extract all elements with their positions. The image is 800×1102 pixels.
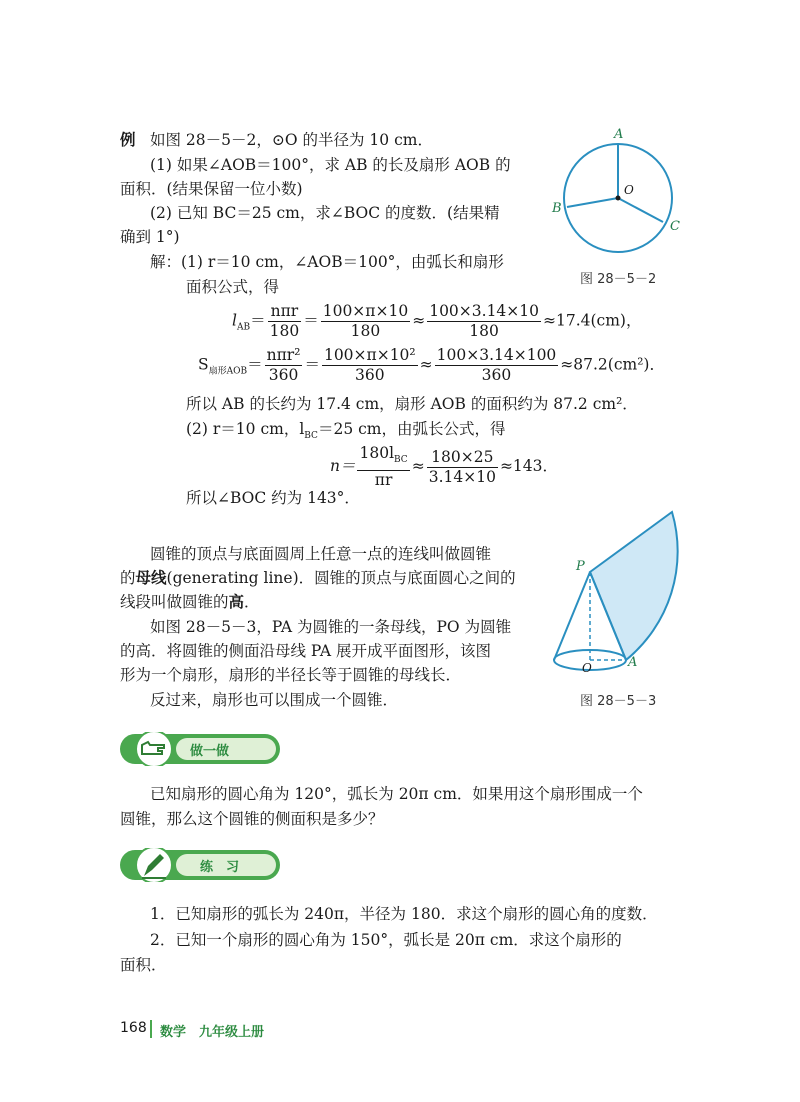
solution-line-2: 面积公式，得 [186, 278, 280, 296]
eq2-c-den: 360 [481, 366, 512, 384]
sol4-a: (2) r＝10 cm，l [186, 420, 305, 438]
cone-para-1b [120, 566, 516, 590]
eq3-a-sub: BC [394, 455, 408, 466]
radius-ob [567, 198, 618, 207]
footer-subject: 数学 九年级上册 [160, 1025, 265, 1040]
label-c: C [670, 219, 680, 234]
eq3-lhs: n＝ [330, 457, 356, 476]
label-o: O [624, 183, 634, 197]
solution-line-1: 解：(1) r＝10 cm，∠AOB＝100°，由弧长和扇形 [150, 253, 504, 271]
eq1-c-den: 180 [469, 322, 499, 340]
equation-arc-length: $l_{AB}=$ $\frac{\text{nπr}}{180}$ ＝ $\frac{100\times\pi\times 10}{180}$ ≈ $\frac{100\times 3.14\times 10}{180}$ ≈17.4(cm)， [232, 302, 642, 340]
p1b-post: (generating line)．圆锥的顶点与底面圆心之间的 [166, 569, 516, 587]
example-line-1: 如图 28－5－2，⊙O 的半径为 10 cm． [150, 131, 433, 149]
label-a: A [614, 127, 624, 142]
label-o2: O [582, 661, 592, 675]
cone-para-2c: 形为一个扇形，扇形的半径长等于圆锥的母线长． [120, 666, 462, 684]
cone-para-2a: 如图 28－5－3，PA 为圆锥的一条母线，PO 为圆锥 [150, 618, 512, 636]
figure-circle [546, 122, 696, 282]
label-b: B [552, 201, 562, 216]
figure-cone [548, 502, 708, 682]
solution-line-3: 所以 AB 的长约为 17.4 cm，扇形 AOB 的面积约为 87.2 cm²． [186, 395, 638, 413]
eq1-b-num: 100×π×10 [322, 302, 409, 320]
center-point [616, 196, 621, 201]
p1c-post: ． [244, 593, 260, 611]
eq2-a-den: 360 [268, 366, 299, 384]
eq2-b-num: 100×π×10² [323, 346, 416, 364]
eq2-sub: 扇形AOB [208, 366, 248, 377]
eq2-b-den: 360 [355, 366, 385, 384]
eq2-s: S [198, 355, 209, 374]
eq1-l: l [232, 311, 237, 330]
example-label: 例 [120, 130, 136, 149]
practice-label: 练 习 [200, 860, 240, 875]
page-number: 168 [120, 1020, 147, 1036]
practice-q1: 1．已知扇形的弧长为 240π，半径为 180．求这个扇形的圆心角的度数． [150, 905, 658, 923]
cone-para-1c [120, 590, 260, 614]
eq1-sub: AB [236, 322, 251, 333]
eq3-a-den: πr [374, 471, 393, 490]
example-line-3: 面积．(结果保留一位小数) [120, 180, 303, 198]
eq1-a-num: nπr [268, 302, 302, 322]
activity-line-2: 圆锥，那么这个圆锥的侧面积是多少？ [120, 810, 384, 828]
cone-para-3: 反过来，扇形也可以围成一个圆锥． [150, 691, 399, 709]
eq2-a-num: nπr² [266, 346, 301, 364]
example-line-2: (1) 如果∠AOB＝100°，求 AB 的长及扇形 AOB 的 [150, 156, 511, 174]
eq3-result: ≈143． [499, 457, 559, 476]
p1c-pre: 线段叫做圆锥的 [120, 593, 229, 611]
figure2-caption: 图 28－5－3 [580, 694, 657, 709]
eq3-b-den: 3.14×10 [428, 467, 496, 486]
sol4-b: ＝25 cm，由弧长公式，得 [317, 420, 506, 438]
term-generatrix: 母线 [135, 568, 167, 587]
eq2-result: ≈87.2(cm²)． [560, 355, 665, 374]
practice-q2b: 面积． [120, 956, 167, 974]
equation-sector-area: $S_{扇形AOB}=$ $\frac{\text{nπr²}}{360}$ ＝ $\frac{\text{100×π×10²}}{360}$ ≈ $\frac{100\times 3.14\times 100}{360}$ ≈87.2(cm²)． [198, 346, 665, 384]
eq1-a-den: 180 [269, 322, 300, 340]
eq3-a-num: 180l [359, 444, 395, 462]
eq1-b-den: 180 [350, 322, 381, 340]
eq1-result: ≈17.4(cm)， [543, 311, 642, 330]
label-a2: A [628, 655, 638, 670]
cone-para-2b: 的高．将圆锥的侧面沿母线 PA 展开成平面图形，该图 [120, 642, 492, 660]
activity-line-1: 已知扇形的圆心角为 120°，弧长为 20π cm．如果用这个扇形围成一个 [150, 785, 643, 803]
label-p: P [576, 559, 585, 574]
example-line-5: 确到 1°) [120, 228, 180, 246]
sol4-sub: BC [304, 431, 318, 442]
activity-label: 做一做 [190, 744, 230, 759]
practice-q2a: 2．已知一个扇形的圆心角为 150°，弧长是 20π cm．求这个扇形的 [150, 931, 622, 949]
eq1-c-num: 100×3.14×10 [429, 302, 539, 320]
eq3-b-num: 180×25 [427, 448, 498, 468]
equation-angle: n＝ $\frac{180l_{BC}}{\pi r}$ ≈ $\frac{180\times 25}{3.14\times 10}$ ≈143． [330, 444, 559, 490]
cone-left-edge [554, 572, 590, 660]
p1b-pre: 的 [120, 569, 136, 587]
sector-fill [590, 512, 678, 660]
solution-line-5: 所以∠BOC 约为 143°． [186, 489, 360, 507]
footer-divider [150, 1020, 152, 1038]
radius-oc [618, 198, 663, 222]
eq2-c-num: 100×3.14×100 [436, 346, 557, 364]
figure1-caption: 图 28－5－2 [580, 272, 657, 287]
cone-para-1a: 圆锥的顶点与底面圆周上任意一点的连线叫做圆锥 [150, 545, 492, 563]
example-line-4: (2) 已知 BC＝25 cm，求∠BOC 的度数．(结果精 [150, 204, 500, 222]
term-height: 高 [228, 592, 245, 611]
